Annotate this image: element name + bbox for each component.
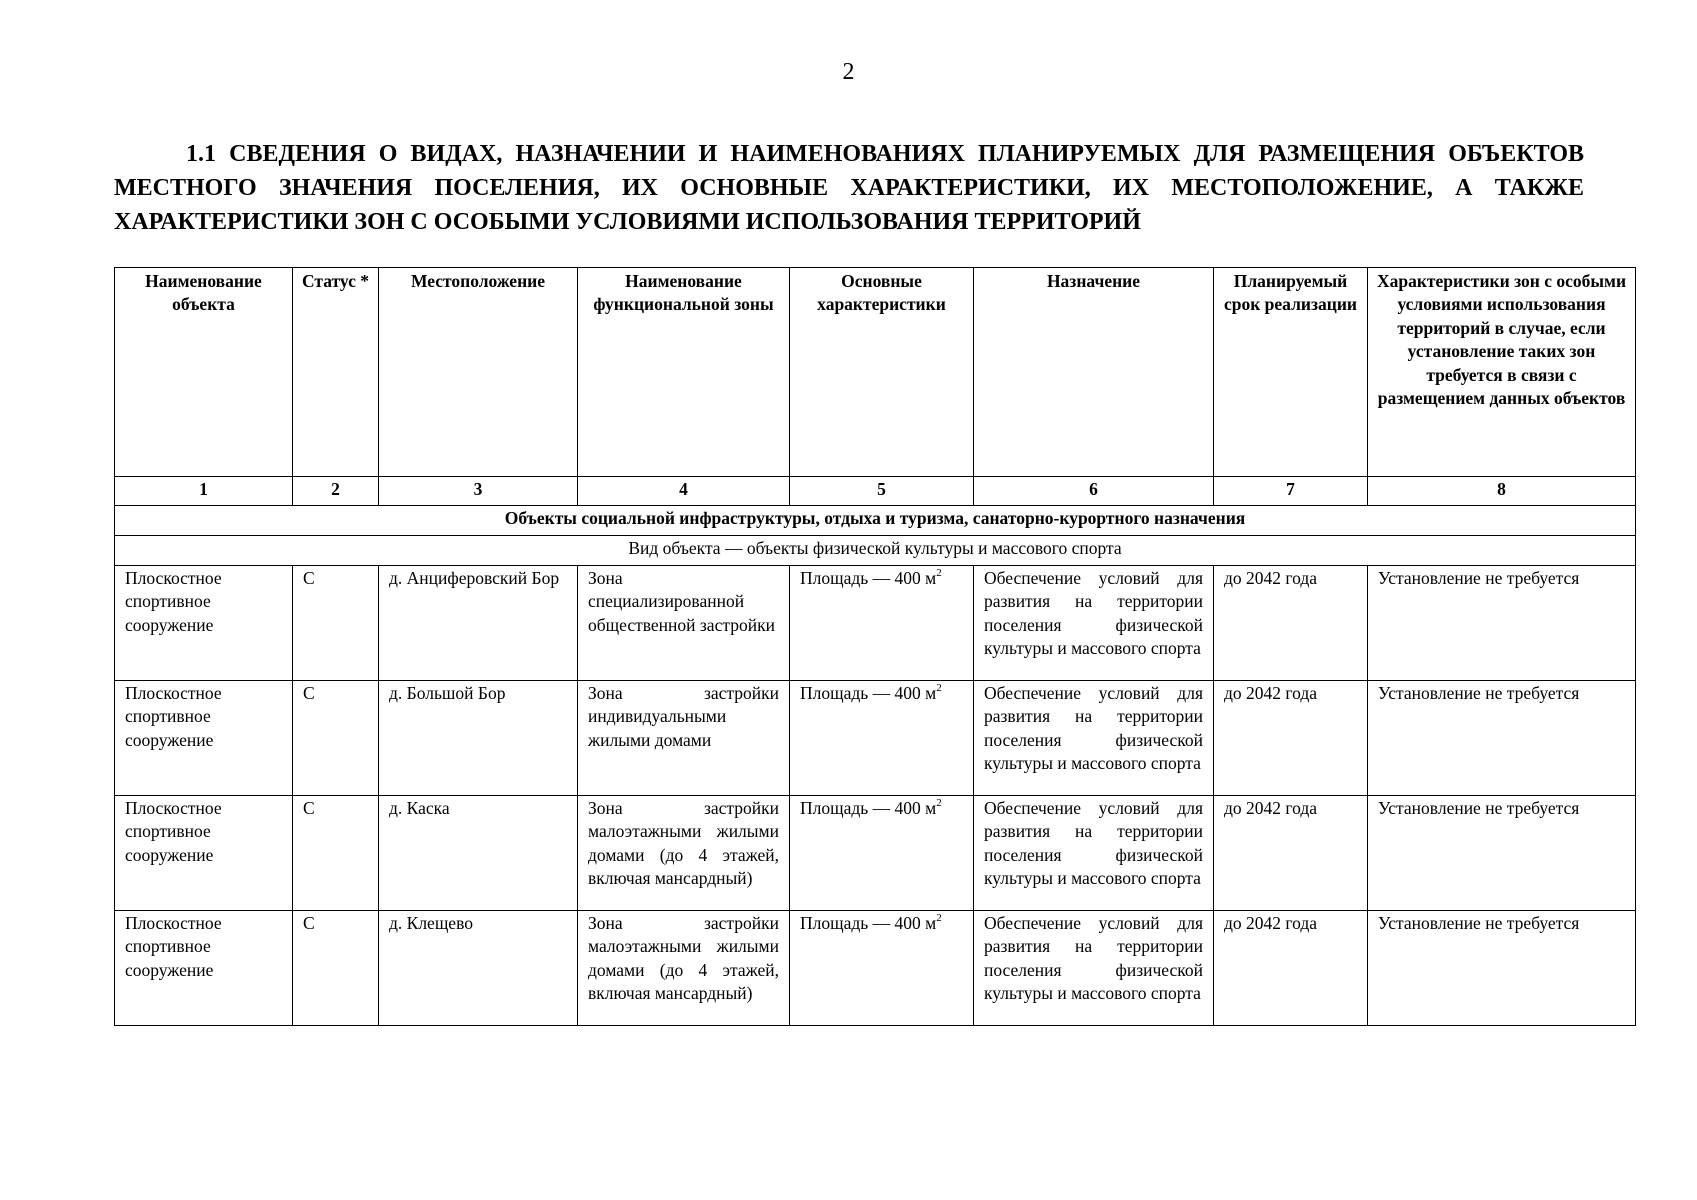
cell-object-name: Плоскостное спортивное сооружение [115,566,293,681]
cell-special-zones: Установление не требуется [1368,911,1636,1026]
column-number: 5 [790,477,974,506]
cell-location: д. Каска [379,796,578,911]
header-special-zones: Характеристики зон с особыми условиями использования территорий в случае, если установление таких зон требуется в связи с размещением данных объектов [1368,268,1636,477]
cell-main-characteristics [790,911,974,1026]
area-unit-superscript: 2 [936,797,942,810]
cell-functional-zone: Зона специализированной общественной застройки [578,566,790,681]
area-unit-superscript: 2 [936,912,942,925]
planned-objects-table [114,267,1636,1026]
area-text: Площадь — 400 м [800,913,937,933]
cell-functional-zone: Зона застройки малоэтажными жилыми домами (до 4 этажей, включая мансардный) [578,911,790,1026]
area-text: Площадь — 400 м [800,798,937,818]
document-title: 1.1 СВЕДЕНИЯ О ВИДАХ, НАЗНАЧЕНИИ И НАИМЕНОВАНИЯХ ПЛАНИРУЕМЫХ ДЛЯ РАЗМЕЩЕНИЯ ОБЪЕКТОВ МЕСТНОГО ЗНАЧЕНИЯ ПОСЕЛЕНИЯ, ИХ ОСНОВНЫЕ ХАРАКТЕРИСТИКИ, ИХ МЕСТОПОЛОЖЕНИЕ, А ТАКЖЕ ХАРАКТЕРИСТИКИ ЗОН С ОСОБЫМИ УСЛОВИЯМИ ИСПОЛЬЗОВАНИЯ ТЕРРИТОРИЙ [114,141,1584,235]
table-row [115,681,1636,796]
cell-planned-term: до 2042 года [1214,796,1368,911]
section-title: Объекты социальной инфраструктуры, отдыха и туризма, санаторно-курортного назначения [115,506,1636,536]
cell-planned-term: до 2042 года [1214,681,1368,796]
header-main-characteristics: Основные характеристики [790,268,974,477]
header-object-name: Наименование объекта [115,268,293,477]
cell-main-characteristics [790,681,974,796]
table-header-row [115,268,1636,477]
cell-purpose: Обеспечение условий для развития на территории поселения физической культуры и массового спорта [974,566,1214,681]
table-row [115,911,1636,1026]
cell-purpose: Обеспечение условий для развития на территории поселения физической культуры и массового спорта [974,796,1214,911]
cell-status: С [293,681,379,796]
cell-functional-zone: Зона застройки малоэтажными жилыми домами (до 4 этажей, включая мансардный) [578,796,790,911]
cell-purpose: Обеспечение условий для развития на территории поселения физической культуры и массового спорта [974,911,1214,1026]
area-text: Площадь — 400 м [800,568,937,588]
cell-object-name: Плоскостное спортивное сооружение [115,796,293,911]
cell-object-name: Плоскостное спортивное сооружение [115,911,293,1026]
cell-object-name: Плоскостное спортивное сооружение [115,681,293,796]
cell-location: д. Анциферовский Бор [379,566,578,681]
cell-location: д. Большой Бор [379,681,578,796]
cell-main-characteristics [790,566,974,681]
header-functional-zone: Наименование функциональной зоны [578,268,790,477]
cell-main-characteristics [790,796,974,911]
cell-special-zones: Установление не требуется [1368,566,1636,681]
cell-status: С [293,911,379,1026]
subsection-title: Вид объекта — объекты физической культуры и массового спорта [115,536,1636,566]
column-number: 8 [1368,477,1636,506]
column-number: 1 [115,477,293,506]
page-number: 2 [842,59,855,85]
column-number: 7 [1214,477,1368,506]
cell-special-zones: Установление не требуется [1368,681,1636,796]
cell-functional-zone: Зона застройки индивидуальными жилыми домами [578,681,790,796]
area-unit-superscript: 2 [936,567,942,580]
column-numbers-row [115,477,1636,506]
table-row [115,566,1636,681]
header-status: Статус * [293,268,379,477]
cell-location: д. Клещево [379,911,578,1026]
cell-status: С [293,566,379,681]
area-text: Площадь — 400 м [800,683,937,703]
subsection-row [115,536,1636,566]
cell-planned-term: до 2042 года [1214,566,1368,681]
header-planned-term: Планируемый срок реализации [1214,268,1368,477]
cell-special-zones: Установление не требуется [1368,796,1636,911]
column-number: 2 [293,477,379,506]
section-row [115,506,1636,536]
header-purpose: Назначение [974,268,1214,477]
table-row [115,796,1636,911]
column-number: 3 [379,477,578,506]
cell-planned-term: до 2042 года [1214,911,1368,1026]
cell-purpose: Обеспечение условий для развития на территории поселения физической культуры и массового спорта [974,681,1214,796]
header-location: Местоположение [379,268,578,477]
area-unit-superscript: 2 [936,682,942,695]
column-number: 6 [974,477,1214,506]
column-number: 4 [578,477,790,506]
cell-status: С [293,796,379,911]
